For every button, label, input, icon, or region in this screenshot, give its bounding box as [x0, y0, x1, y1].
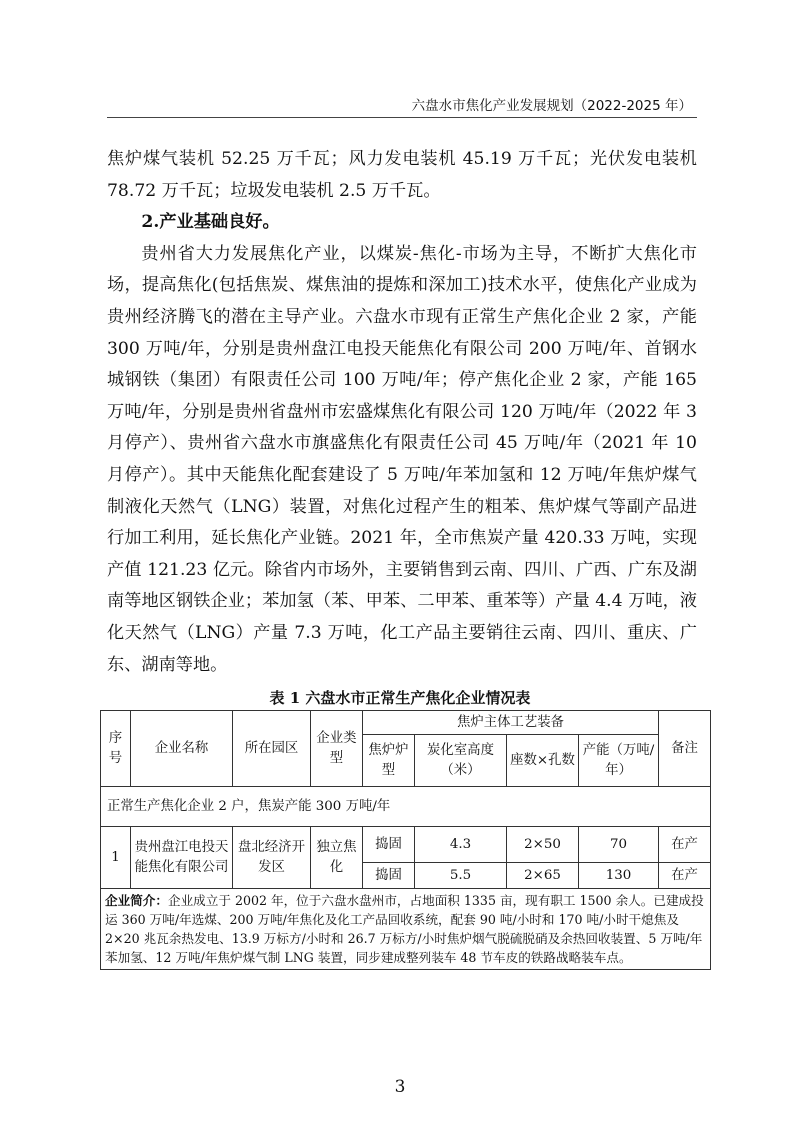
cell-capacity: 70	[579, 827, 659, 863]
cell-batteries-holes: 2×65	[507, 863, 579, 889]
header-capacity: 产能（万吨/年）	[579, 735, 659, 787]
table-caption: 表 1 六盘水市正常生产焦化企业情况表	[269, 689, 531, 707]
section-heading: 2.产业基础良好。	[141, 212, 280, 233]
cell-park: 盘北经济开发区	[233, 827, 311, 889]
header-company-name: 企业名称	[131, 711, 233, 787]
cell-chamber-height: 4.3	[415, 827, 507, 863]
summary-row: 正常生产焦化企业 2 户，焦炭产能 300 万吨/年	[101, 787, 711, 827]
page-number: 3	[394, 1077, 406, 1097]
cell-seq: 1	[101, 827, 131, 889]
header-batteries-holes: 座数×孔数	[507, 735, 579, 787]
cell-capacity: 130	[579, 863, 659, 889]
cell-oven-type: 捣固	[363, 827, 415, 863]
cell-batteries-holes: 2×50	[507, 827, 579, 863]
cell-oven-type: 捣固	[363, 863, 415, 889]
cell-chamber-height: 5.5	[415, 863, 507, 889]
company-intro-text: 企业成立于 2002 年，位于六盘水盘州市，占地面积 1335 亩，现有职工 1500 余人。已建成投运 360 万吨/年选煤、200 万吨/年焦化及化工产品回收系统，配套 90 吨/小时和 170 吨/小时干熄焦及 2×20 兆瓦余热发电、13.9 万标方/小时和 26.7 万标方/小时焦炉烟气脱硫脱硝及余热回收装置、5 万吨/年苯加氢、12 万吨/年焦炉煤气制 LNG 装置，同步建成整列装车 48 节车皮的铁路战略装车点。	[105, 893, 704, 965]
cell-company-type: 独立焦化	[311, 827, 363, 889]
company-intro	[101, 889, 711, 970]
header-oven-type: 焦炉炉型	[363, 735, 415, 787]
paragraph-power-capacity: 焦炉煤气装机 52.25 万千瓦；风力发电装机 45.19 万千瓦；光伏发电装机 78.72 万千瓦；垃圾发电装机 2.5 万千瓦。	[107, 149, 697, 201]
header-chamber-height: 炭化室高度（米）	[415, 735, 507, 787]
header-equipment-group: 焦炉主体工艺装备	[363, 711, 659, 735]
header-park: 所在园区	[233, 711, 311, 787]
header-seq: 序号	[101, 711, 131, 787]
coking-enterprise-table	[100, 710, 711, 970]
body-text	[107, 144, 697, 681]
header-remark: 备注	[659, 711, 711, 787]
header-company-type: 企业类型	[311, 711, 363, 787]
header-rule	[107, 117, 697, 118]
company-intro-label: 企业简介：	[105, 893, 168, 908]
paragraph-industry-base: 贵州省大力发展焦化产业，以煤炭-焦化-市场为主导，不断扩大焦化市场，提高焦化(包括焦炭、煤焦油的提炼和深加工)技术水平，使焦化产业成为贵州经济腾飞的潜在主导产业。六盘水市现有正常生产焦化企业 2 家，产能 300 万吨/年，分别是贵州盘江电投天能焦化有限公司 200 万吨/年、首钢水城钢铁（集团）有限责任公司 100 万吨/年；停产焦化企业 2 家，产能 165 万吨/年，分别是贵州省盘州市宏盛煤焦化有限公司 120 万吨/年（2022 年 3 月停产）、贵州省六盘水市旗盛焦化有限责任公司 45 万吨/年（2021 年 10 月停产）。其中天能焦化配套建设了 5 万吨/年苯加氢和 12 万吨/年焦炉煤气制液化天然气（LNG）装置，对焦化过程产生的粗苯、焦炉煤气等副产品进行加工利用，延长焦化产业链。2021 年，全市焦炭产量 420.33 万吨，实现产值 121.23 亿元。除省内市场外，主要销售到云南、四川、广西、广东及湖南等地区钢铁企业；苯加氢（苯、甲苯、二甲苯、重苯等）产量 4.4 万吨，液化天然气（LNG）产量 7.3 万吨，化工产品主要销往云南、四川、重庆、广东、湖南等地。	[107, 243, 697, 675]
running-header: 六盘水市焦化产业发展规划（2022-2025 年）	[411, 98, 692, 114]
cell-remark: 在产	[659, 863, 711, 889]
cell-company-name: 贵州盘江电投天能焦化有限公司	[131, 827, 233, 889]
cell-remark: 在产	[659, 827, 711, 863]
